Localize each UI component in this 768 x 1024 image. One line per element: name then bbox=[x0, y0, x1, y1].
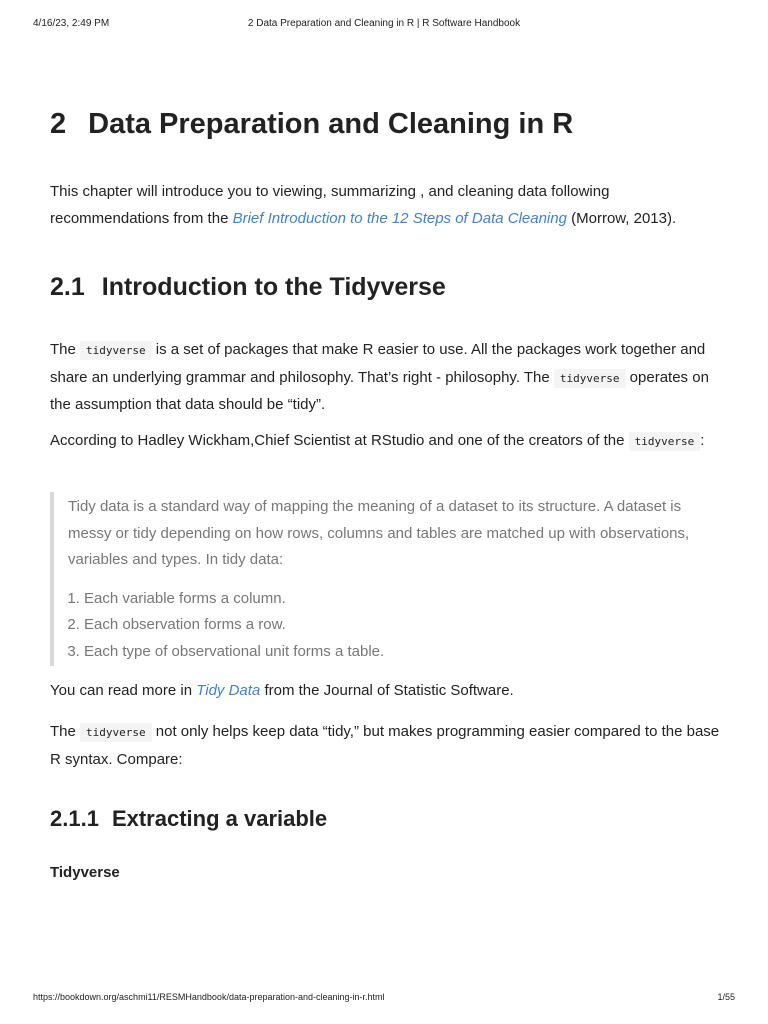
paragraph-text: The bbox=[50, 341, 81, 358]
inline-code: tidyverse bbox=[554, 369, 626, 388]
tidyverse-subheading: Tidyverse bbox=[50, 864, 120, 881]
compare-paragraph bbox=[50, 719, 722, 773]
tidyverse-paragraph bbox=[50, 337, 722, 419]
paragraph-text: from the Journal of Statistic Software. bbox=[260, 682, 514, 699]
intro-paragraph bbox=[50, 179, 722, 232]
paragraph-text: The bbox=[50, 723, 81, 740]
paragraph-text: You can read more in bbox=[50, 682, 197, 699]
list-item: 2. Each observation forms a row. bbox=[84, 612, 384, 638]
paragraph-text: is a set of packages that make R easier to use. All the packages work together and share an underlying grammar and philosophy. That’s right - philosophy. The bbox=[50, 341, 706, 386]
paragraph-text: operates on the assumption that data should be “tidy”. bbox=[50, 368, 709, 413]
paragraph-text: According to Hadley Wickham,Chief Scientist at RStudio and one of the creators of the bbox=[50, 432, 629, 449]
intro-text-1: This chapter will introduce you to viewing, summarizing , and cleaning data following recommendations from the bbox=[50, 183, 610, 227]
tidy-data-rules-list bbox=[68, 586, 384, 665]
subsection-title: Extracting a variable bbox=[111, 806, 328, 831]
inline-code: tidyverse bbox=[629, 432, 701, 451]
paragraph-text: not only helps keep data “tidy,” but makes programming easier compared to the base R syntax. Compare: bbox=[50, 723, 720, 768]
quote-text: Tidy data is a standard way of mapping the meaning of a dataset to its structure. A dataset is messy or tidy depending on how rows, columns and tables are matched up with observations, variables and types. In tidy data: bbox=[68, 498, 690, 568]
print-datetime: 4/16/23, 2:49 PM bbox=[33, 18, 110, 29]
chapter-number: 2 bbox=[50, 108, 67, 140]
print-footer bbox=[33, 992, 735, 1006]
intro-text-2: (Morrow, 2013). bbox=[566, 209, 677, 227]
chapter-heading bbox=[50, 108, 573, 141]
print-page-title: 2 Data Preparation and Cleaning in R | R Software Handbook bbox=[247, 18, 521, 29]
data-cleaning-link[interactable]: Brief Introduction to the 12 Steps of Data Cleaning bbox=[232, 209, 567, 227]
inline-code: tidyverse bbox=[80, 723, 152, 742]
subsection-heading-2-1-1 bbox=[50, 806, 327, 832]
page-url: https://bookdown.org/aschmi11/RESMHandbook/data-preparation-and-cleaning-in-r.html bbox=[33, 992, 385, 1002]
list-item: 3. Each type of observational unit forms a table. bbox=[84, 639, 384, 665]
list-item: 1. Each variable forms a column. bbox=[84, 586, 384, 612]
print-header bbox=[33, 18, 735, 32]
read-more-paragraph bbox=[50, 678, 722, 705]
subsection-number: 2.1.1 bbox=[50, 806, 99, 831]
section-number: 2.1 bbox=[50, 273, 85, 301]
tidy-data-quote bbox=[50, 492, 722, 666]
section-title: Introduction to the Tidyverse bbox=[101, 273, 446, 301]
section-heading-2-1 bbox=[50, 273, 446, 302]
tidy-data-link[interactable]: Tidy Data bbox=[196, 682, 261, 699]
page-number: 1/55 bbox=[717, 992, 735, 1002]
wickham-paragraph bbox=[50, 428, 722, 456]
chapter-title: Data Preparation and Cleaning in R bbox=[88, 108, 574, 140]
paragraph-text: : bbox=[700, 432, 705, 449]
inline-code: tidyverse bbox=[80, 341, 152, 360]
